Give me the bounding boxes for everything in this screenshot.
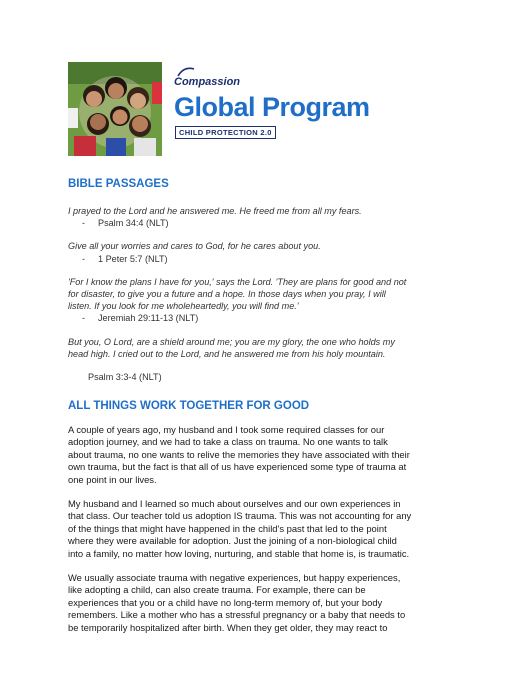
article-line: where they were available for adoption. Just the joining of a non-biological child: [68, 535, 397, 547]
passage-verse-line: Give all your worries and cares to God, for he cares about you.: [68, 241, 321, 252]
article-line: A couple of years ago, my husband and I took some required classes for our: [68, 424, 385, 435]
article-line: remembers. Like a mother who has a stressful pregnancy or a baby that needs to: [68, 609, 406, 621]
compassion-logo: [174, 74, 374, 154]
article-line: one point in our lives.: [68, 473, 157, 485]
program-badge: CHILD PROTECTION 2.0: [175, 126, 276, 139]
article-line: about trauma, no one wants to relive the memories they have associated with their: [68, 448, 410, 460]
article-line: adoption journey, and we had to take a class on trauma. No one wants to talk: [68, 436, 388, 448]
document-header: [68, 62, 368, 156]
article-line: experiences that you or a child have no long-term memory of, but your body: [68, 596, 383, 608]
passage-item: [68, 336, 468, 384]
passage-verse-line: head high. I cried out to the Lord, and he answered me from his holy mountain.: [68, 348, 386, 359]
passage-reference-text: 1 Peter 5:7 (NLT): [98, 253, 168, 264]
article-line: We usually associate trauma with negative experiences, but happy experiences,: [68, 572, 401, 584]
passage-reference: - Jeremiah 29:11-13 (NLT): [82, 313, 199, 324]
article-line: that class. Our teacher told us adoption IS trauma. This was not accounting for any: [68, 510, 412, 522]
article-paragraph: [68, 572, 476, 634]
program-title: Global Program: [174, 92, 370, 122]
passage-reference-text: Psalm 34:4 (NLT): [98, 218, 169, 229]
bible-passages-heading: BIBLE PASSAGES: [68, 178, 169, 190]
brand-name: Compassion: [174, 76, 241, 88]
passage-verse-line: for disaster, to give you a future and a hope. In those days when you pray, I will: [68, 289, 386, 300]
article-line: into a family, no matter how loving, nurturing, and stable that home is, is traumatic.: [68, 547, 410, 559]
bible-passages: [68, 205, 468, 383]
passage-reference-text: Jeremiah 29:11-13 (NLT): [98, 313, 199, 324]
children-circle-image: [68, 62, 162, 156]
article-line: be temporarily hospitalized after birth. When they get older, they may react to: [68, 621, 388, 633]
passage-verse-line: listen. If you look for me wholeheartedly, you will find me.': [68, 301, 299, 312]
passage-reference: Psalm 3:3-4 (NLT): [88, 372, 162, 383]
article-line: My husband and I learned so much about ourselves and our own experiences in: [68, 498, 401, 510]
passage-reference: - 1 Peter 5:7 (NLT): [82, 253, 168, 264]
passage-item: [68, 205, 468, 229]
passage-item: [68, 240, 468, 264]
passage-reference: - Psalm 34:4 (NLT): [82, 218, 169, 229]
article-body: [68, 424, 476, 646]
article-line: own trauma, but the fact is that all of us have experienced some type of trauma at: [68, 461, 407, 473]
article-line: like adopting a child, can also create trauma. For example, there can be: [68, 584, 366, 596]
passage-verse-line: 'For I know the plans I have for you,' says the Lord. 'They are plans for good and not: [68, 276, 407, 287]
children-photo: [68, 62, 162, 156]
passage-verse-line: But you, O Lord, are a shield around me; you are my glory, the one who holds my: [68, 336, 395, 347]
article-line: of the things that might have happened in the child's past that led to the point: [68, 522, 387, 534]
passage-verse-line: I prayed to the Lord and he answered me. He freed me from all my fears.: [68, 206, 362, 216]
article-paragraph: [68, 498, 476, 560]
article-heading: ALL THINGS WORK TOGETHER FOR GOOD: [68, 400, 310, 412]
article-paragraph: [68, 424, 476, 486]
passage-item: [68, 276, 468, 325]
